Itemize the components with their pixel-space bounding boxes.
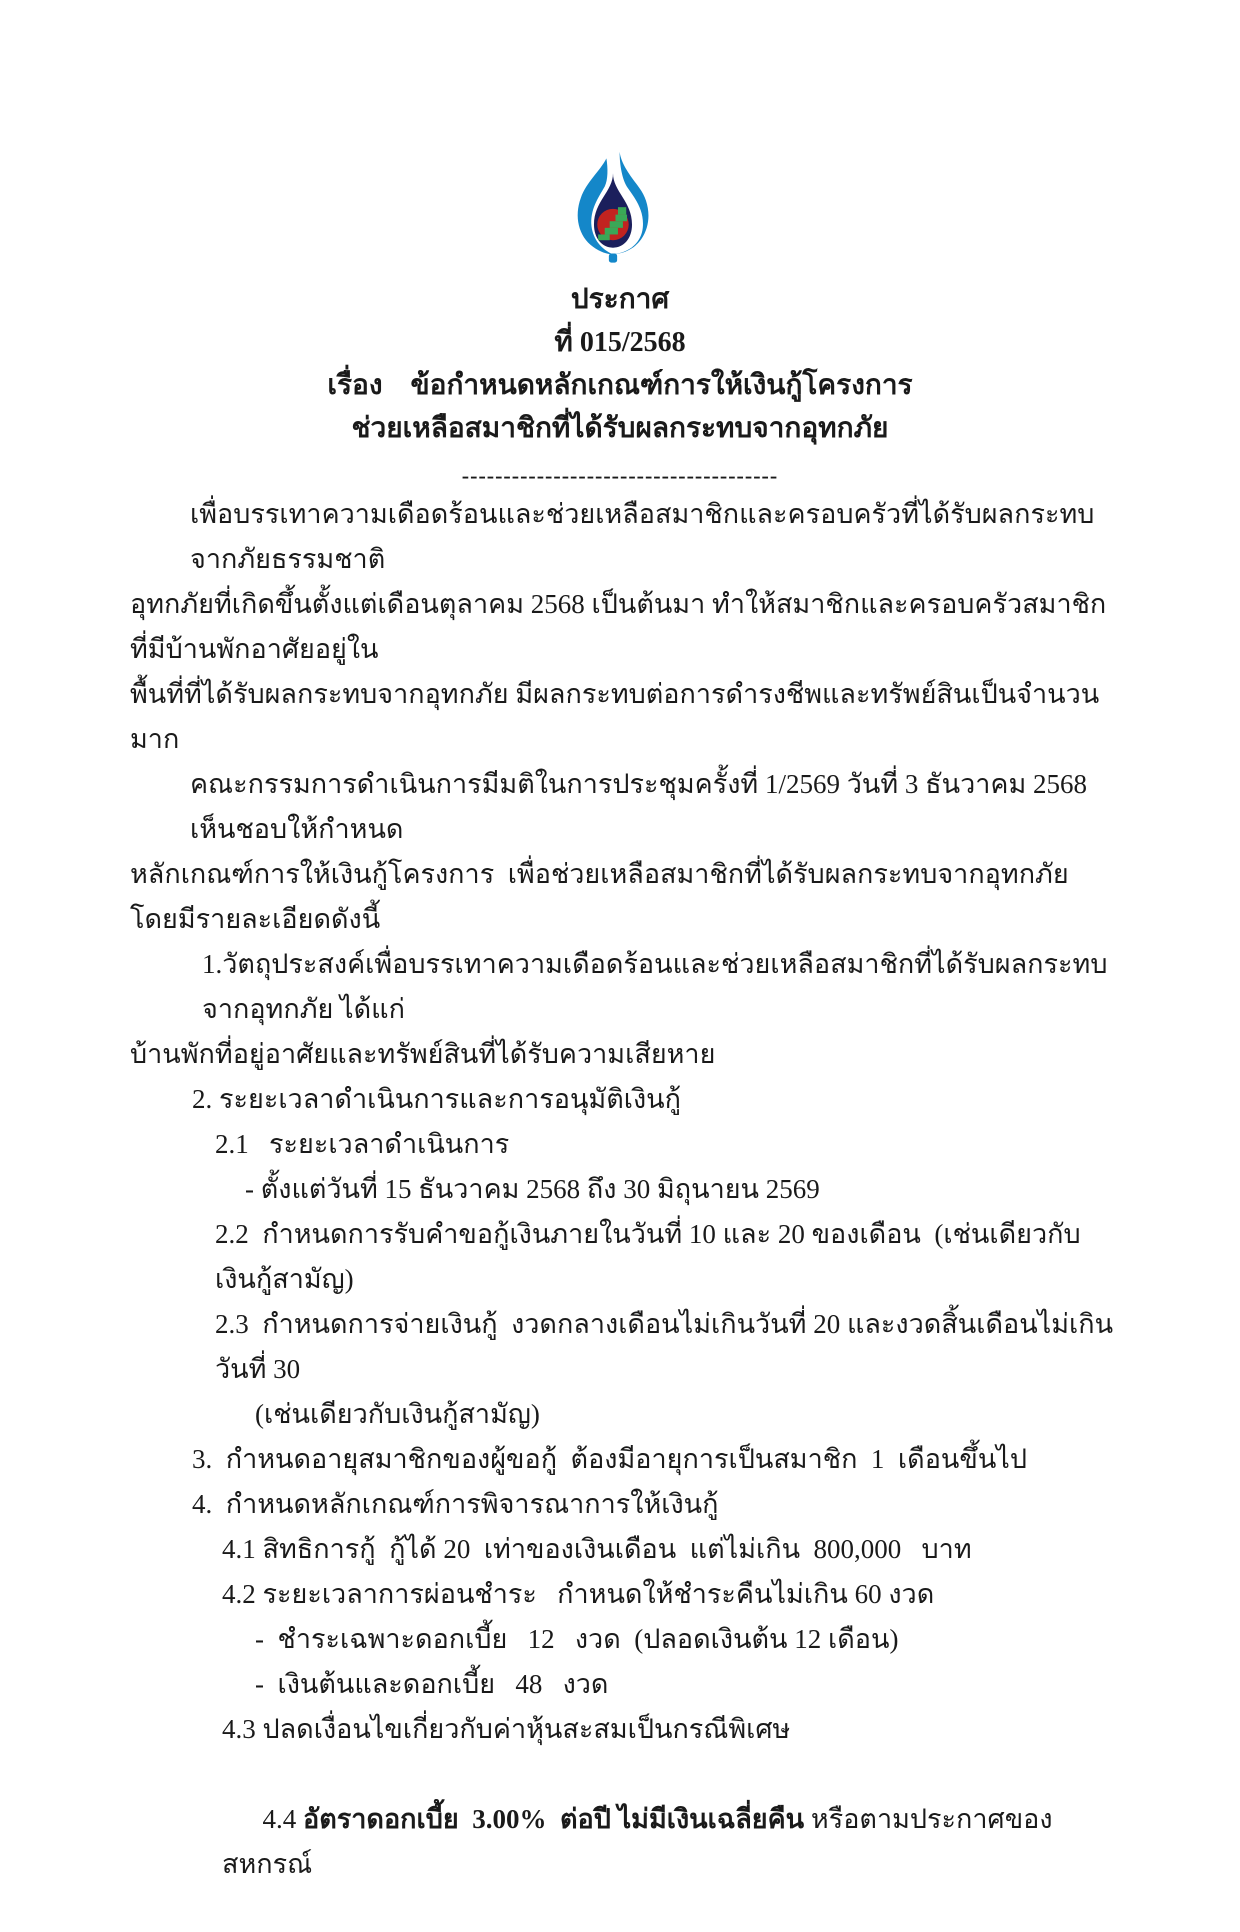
logo-step [598, 234, 610, 240]
document-subject-line-1: เรื่อง ข้อกำหนดหลักเกณฑ์การให้เงินกู้โครงการ [327, 370, 913, 401]
document-line: - ชำระเฉพาะดอกเบี้ย 12 งวด (ปลอดเงินต้น 12 เดือน) [255, 1624, 899, 1654]
document-line: 4.1 สิทธิการกู้ กู้ได้ 20 เท่าของเงินเดือน แต่ไม่เกิน 800,000 บาท [222, 1534, 972, 1564]
document-line: 2.2 กำหนดการรับคำขอกู้เงินภายในวันที่ 10 และ 20 ของเดือน (เช่นเดียวกับเงินกู้สามัญ) [215, 1219, 1081, 1294]
organization-logo [570, 146, 656, 270]
document-line: หลักเกณฑ์การให้เงินกู้โครงการ เพื่อช่วยเหลือสมาชิกที่ได้รับผลกระทบจากอุทกภัย โดยมีรายละเอียดดังนี้ [130, 859, 1083, 934]
document-line: พื้นที่ที่ได้รับผลกระทบจากอุทกภัย มีผลกระทบต่อการดำรงชีพและทรัพย์สินเป็นจำนวนมาก [130, 679, 1100, 754]
document-line: คณะกรรมการดำเนินการมีมติในการประชุมครั้งที่ 1/2569 วันที่ 3 ธันวาคม 2568 เห็นชอบให้กำหนด [190, 769, 1101, 844]
logo-step [618, 207, 626, 214]
document-line: 2.3 กำหนดการจ่ายเงินกู้ งวดกลางเดือนไม่เกินวันที่ 20 และงวดสิ้นเดือนไม่เกินวันที่ 30 [215, 1309, 1114, 1384]
document-line: 1.วัตถุประสงค์เพื่อบรรเทาความเดือดร้อนและช่วยเหลือสมาชิกที่ได้รับผลกระทบจากอุทกภัย ได้แก่ [202, 949, 1108, 1024]
document-line-4-4 [130, 1752, 1115, 1932]
document-line: 2.1 ระยะเวลาดำเนินการ [215, 1129, 510, 1159]
dashed-divider: -------------------------------------- [461, 463, 779, 488]
document-line: เพื่อบรรเทาความเดือดร้อนและช่วยเหลือสมาชิกและครอบครัวที่ได้รับผลกระทบจากภัยธรรมชาติ [190, 499, 1095, 574]
document-line: อุทกภัยที่เกิดขึ้นตั้งแต่เดือนตุลาคม 2568 เป็นต้นมา ทำให้สมาชิกและครอบครัวสมาชิกที่มีบ้านพักอาศัยอยู่ใน [130, 589, 1107, 664]
document-line: - เงินต้นและดอกเบี้ย 48 งวด [255, 1669, 609, 1699]
document-number: ที่ 015/2568 [554, 327, 686, 358]
document-line: 4.3 ปลดเงื่อนไขเกี่ยวกับค่าหุ้นสะสมเป็นกรณีพิเศษ [222, 1714, 791, 1744]
logo-step [605, 228, 618, 235]
logo-step [615, 215, 627, 222]
document-line: - ตั้งแต่วันที่ 15 ธันวาคม 2568 ถึง 30 มิถุนายน 2569 [245, 1174, 820, 1204]
document-subject-line-2: ช่วยเหลือสมาชิกที่ได้รับผลกระทบจากอุทกภัย [351, 413, 889, 444]
line-4-4-bold-text: อัตราดอกเบี้ย 3.00% ต่อปี ไม่มีเงินเฉลี่ยคืน [303, 1804, 805, 1834]
document-header [0, 278, 1240, 496]
document-body [130, 492, 1115, 1932]
document-title: ประกาศ [570, 284, 670, 315]
document-line: บ้านพักที่อยู่อาศัยและทรัพย์สินที่ได้รับความเสียหาย [130, 1039, 716, 1069]
flame-drop-logo-icon [570, 146, 656, 270]
line-4-4-prefix: 4.4 [262, 1804, 303, 1834]
document-line: 4.2 ระยะเวลาการผ่อนชำระ กำหนดให้ชำระคืนไม่เกิน 60 งวด [222, 1579, 935, 1609]
line-4-4-suffix: หรือตามประกาศของสหกรณ์ [222, 1804, 1053, 1879]
logo-step [610, 221, 623, 228]
document-line: 3. กำหนดอายุสมาชิกของผู้ขอกู้ ต้องมีอายุการเป็นสมาชิก 1 เดือนขึ้นไป [192, 1444, 1027, 1474]
logo-tail [609, 253, 617, 262]
document-line: (เช่นเดียวกับเงินกู้สามัญ) [255, 1399, 540, 1429]
document-line: 4. กำหนดหลักเกณฑ์การพิจารณาการให้เงินกู้ [192, 1489, 719, 1519]
document-line: 2. ระยะเวลาดำเนินการและการอนุมัติเงินกู้ [192, 1084, 681, 1114]
